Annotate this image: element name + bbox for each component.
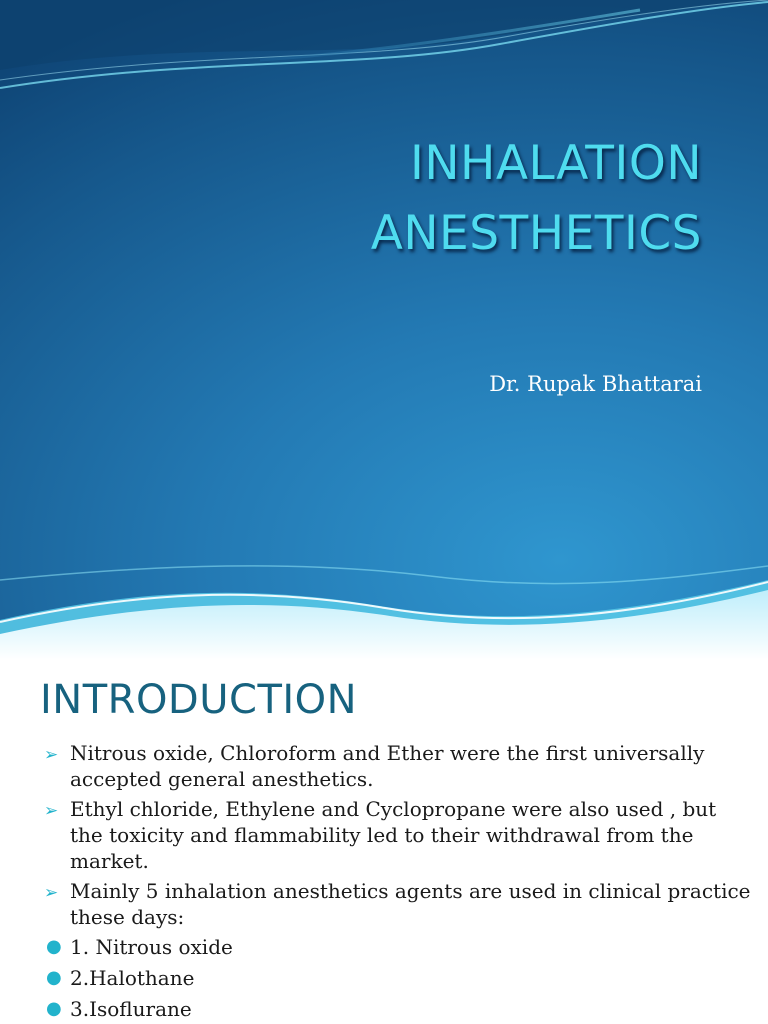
list-item (44, 934, 754, 960)
arrow-bullet-icon: ➢ (44, 745, 59, 765)
list-item-text: Mainly 5 inhalation anesthetics agents are used in clinical practice these days: (70, 879, 751, 929)
slide-title-line-2: ANESTHETICS (370, 206, 702, 261)
author-name: Dr. Rupak Bhattarai (489, 372, 702, 396)
list-item (44, 878, 754, 930)
list-item-text: Ethyl chloride, Ethylene and Cyclopropane were also used , but the toxicity and flammability led to their withdrawal from the market. (70, 797, 717, 873)
list-item (44, 996, 754, 1022)
list-item-text: Nitrous oxide, Chloroform and Ether were the first universally accepted general anesthetics. (70, 741, 705, 791)
dot-bullet-icon: ● (46, 998, 62, 1019)
slide-heading: INTRODUCTION (40, 677, 358, 723)
list-item (44, 740, 754, 792)
list-item-text: 2.Halothane (70, 966, 195, 990)
list-item (44, 796, 754, 874)
decorative-wave-bottom (0, 560, 768, 660)
list-item-text: 3.Isoflurane (70, 997, 192, 1021)
arrow-bullet-icon: ➢ (44, 883, 59, 903)
dot-bullet-icon: ● (46, 936, 62, 957)
slide-title-line-1: INHALATION (409, 136, 702, 191)
bullet-list (44, 740, 754, 1024)
introduction-slide (0, 660, 768, 1024)
list-item-text: 1. Nitrous oxide (70, 935, 233, 959)
list-item (44, 965, 754, 991)
arrow-bullet-icon: ➢ (44, 801, 59, 821)
dot-bullet-icon: ● (46, 967, 62, 988)
decorative-wave-top (0, 0, 768, 110)
